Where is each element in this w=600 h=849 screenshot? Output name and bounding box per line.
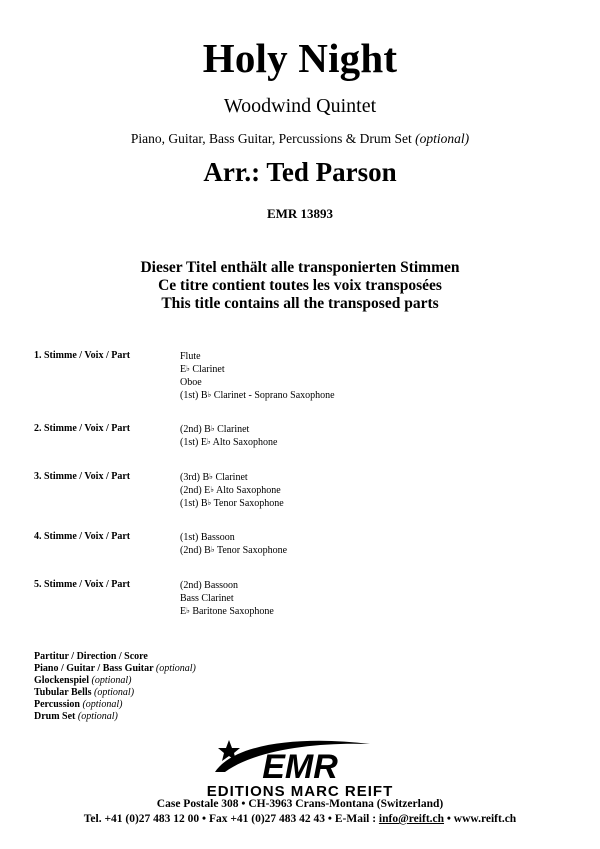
instrumentation-optional: (optional): [415, 131, 470, 146]
instrument-line: (1st) B♭ Tenor Saxophone: [180, 498, 284, 509]
score-list: [34, 651, 196, 723]
instrumentation-text: Piano, Guitar, Bass Guitar, Percussions & Drum Set: [130, 131, 412, 146]
part-label: 3. Stimme / Voix / Part: [34, 471, 131, 482]
flat-symbol: ♭: [207, 498, 212, 507]
part-label: 4. Stimme / Voix / Part: [34, 531, 131, 542]
flat-symbol: ♭: [210, 545, 215, 554]
flat-symbol: ♭: [210, 424, 215, 433]
instrument-line: E♭ Baritone Saxophone: [180, 606, 274, 617]
emr-logo: [195, 734, 405, 802]
flat-symbol: ♭: [186, 364, 190, 373]
part-instruments: [180, 471, 284, 510]
publisher-address: Case Postale 308 • CH-3963 Crans-Montana (Switzerland): [156, 798, 444, 810]
score-item: Glockenspiel (optional): [34, 675, 132, 686]
arranger: Arr.: Ted Parson: [203, 157, 397, 187]
instrument-line: (1st) Bassoon: [180, 532, 235, 543]
instrument-line: E♭ Clarinet: [180, 364, 225, 375]
flat-symbol: ♭: [209, 472, 213, 481]
instrument-line: Bass Clarinet: [180, 593, 234, 604]
part-label: 5. Stimme / Voix / Part: [34, 579, 131, 590]
score-item: Drum Set (optional): [34, 711, 118, 722]
flat-symbol: ♭: [186, 606, 190, 615]
part-instruments: [180, 423, 277, 449]
instrument-line: (3rd) B♭ Clarinet: [180, 472, 248, 483]
subtitle: Woodwind Quintet: [223, 95, 377, 117]
score-item: Percussion (optional): [34, 699, 123, 710]
score-item: Partitur / Direction / Score: [34, 651, 148, 662]
page-title: Holy Night: [202, 35, 398, 81]
instrumentation-line: [0, 131, 600, 147]
instrument-line: (2nd) B♭ Clarinet: [180, 424, 250, 435]
instrument-line: (2nd) B♭ Tenor Saxophone: [180, 545, 288, 556]
instrument-line: (1st) E♭ Alto Saxophone: [180, 437, 278, 448]
instrument-line: (1st) B♭ Clarinet - Soprano Saxophone: [180, 390, 335, 401]
flat-symbol: ♭: [210, 485, 215, 494]
part-instruments: [180, 531, 287, 557]
note-french: Ce titre contient toutes les voix transposées: [158, 277, 442, 294]
instrument-line: Flute: [180, 351, 201, 362]
score-item: Piano / Guitar / Bass Guitar (optional): [34, 663, 196, 674]
part-instruments: [180, 579, 274, 618]
logo-mark: EMR: [262, 748, 338, 786]
instrument-line: (2nd) Bassoon: [180, 580, 239, 591]
flat-symbol: ♭: [206, 437, 211, 446]
note-german: Dieser Titel enthält alle transponierten Stimmen: [140, 259, 460, 276]
instrument-line: Oboe: [180, 377, 202, 388]
part-label: 1. Stimme / Voix / Part: [34, 350, 131, 361]
flat-symbol: ♭: [207, 390, 212, 399]
instrument-line: (2nd) E♭ Alto Saxophone: [180, 485, 281, 496]
score-item: Tubular Bells (optional): [34, 687, 135, 698]
part-instruments: [180, 350, 335, 402]
email-link[interactable]: info@reift.ch: [378, 813, 445, 825]
part-label: 2. Stimme / Voix / Part: [34, 423, 131, 434]
logo-name: EDITIONS MARC REIFT: [206, 783, 394, 800]
publisher-contact: Tel. +41 (0)27 483 12 00 • Fax +41 (0)27 483 42 43 • E-Mail : info@reift.ch • www.reift.ch: [83, 813, 517, 825]
catalog-number: EMR 13893: [266, 206, 334, 221]
note-english: This title contains all the transposed parts: [161, 295, 439, 312]
